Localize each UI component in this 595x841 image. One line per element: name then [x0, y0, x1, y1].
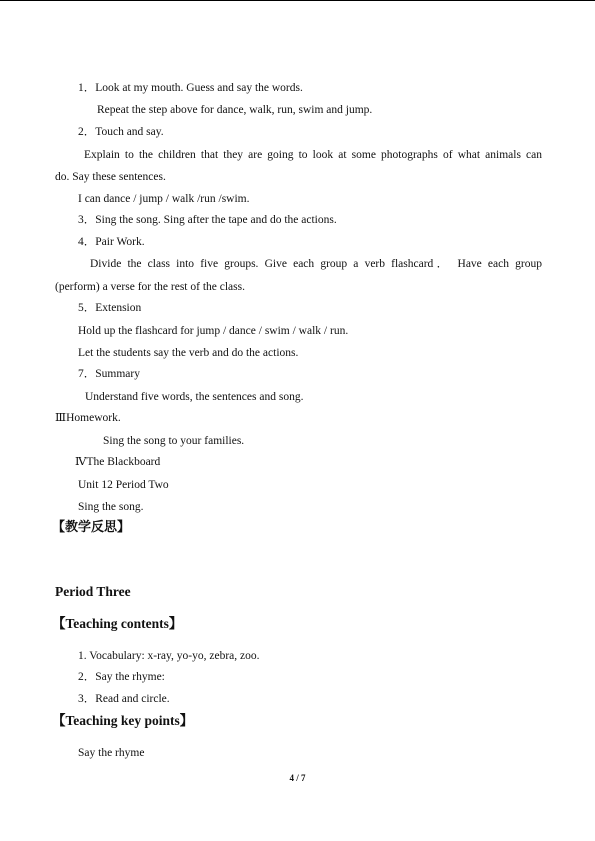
homework-heading: ⅢHomework. [55, 412, 121, 424]
blackboard-heading: ⅣThe Blackboard [75, 456, 161, 468]
step-3: 3．Sing the song. Sing after the tape and do the actions. [78, 214, 337, 226]
step-4: 4．Pair Work. [78, 236, 145, 248]
reflection-heading: 【教学反思】 [52, 520, 131, 535]
header-rule [0, 0, 595, 1]
blackboard-line-2: Sing the song. [78, 501, 144, 513]
step-5-detail-2: Let the students say the verb and do the actions. [78, 347, 299, 359]
step-1-detail: Repeat the step above for dance, walk, run, swim and jump. [97, 104, 373, 116]
contents-item-2: 2．Say the rhyme: [78, 671, 165, 683]
contents-heading: 【Teaching contents】 [52, 616, 183, 631]
step-2: 2．Touch and say. [78, 126, 164, 138]
homework-detail: Sing the song to your families. [103, 435, 245, 447]
step-7: 7．Summary [78, 368, 140, 380]
page-number: 4 / 7 [289, 773, 306, 783]
blackboard-line-1: Unit 12 Period Two [78, 479, 169, 491]
contents-item-3: 3．Read and circle. [78, 693, 170, 705]
period-heading: Period Three [55, 584, 131, 599]
keypoints-heading: 【Teaching key points】 [52, 713, 194, 728]
step-5-detail-1: Hold up the flashcard for jump / dance / swim / walk / run. [78, 325, 349, 337]
step-4-detail: Divide the class into five groups. Give each group a verb flashcard． Have each group [90, 258, 542, 270]
contents-item-1: 1. Vocabulary: x-ray, yo-yo, zebra, zoo. [78, 650, 260, 662]
step-2-sentence: I can dance / jump / walk /run /swim. [78, 193, 250, 205]
step-2-explain: Explain to the children that they are going to look at some photographs of what animals can [84, 149, 542, 161]
step-1: 1．Look at my mouth. Guess and say the words. [78, 82, 303, 94]
keypoints-text: Say the rhyme [78, 747, 145, 759]
step-4-detail-cont: (perform) a verse for the rest of the class. [55, 281, 245, 293]
step-2-explain-cont: do. Say these sentences. [55, 171, 166, 183]
step-5: 5．Extension [78, 302, 142, 314]
step-7-detail: Understand five words, the sentences and song. [85, 391, 304, 403]
